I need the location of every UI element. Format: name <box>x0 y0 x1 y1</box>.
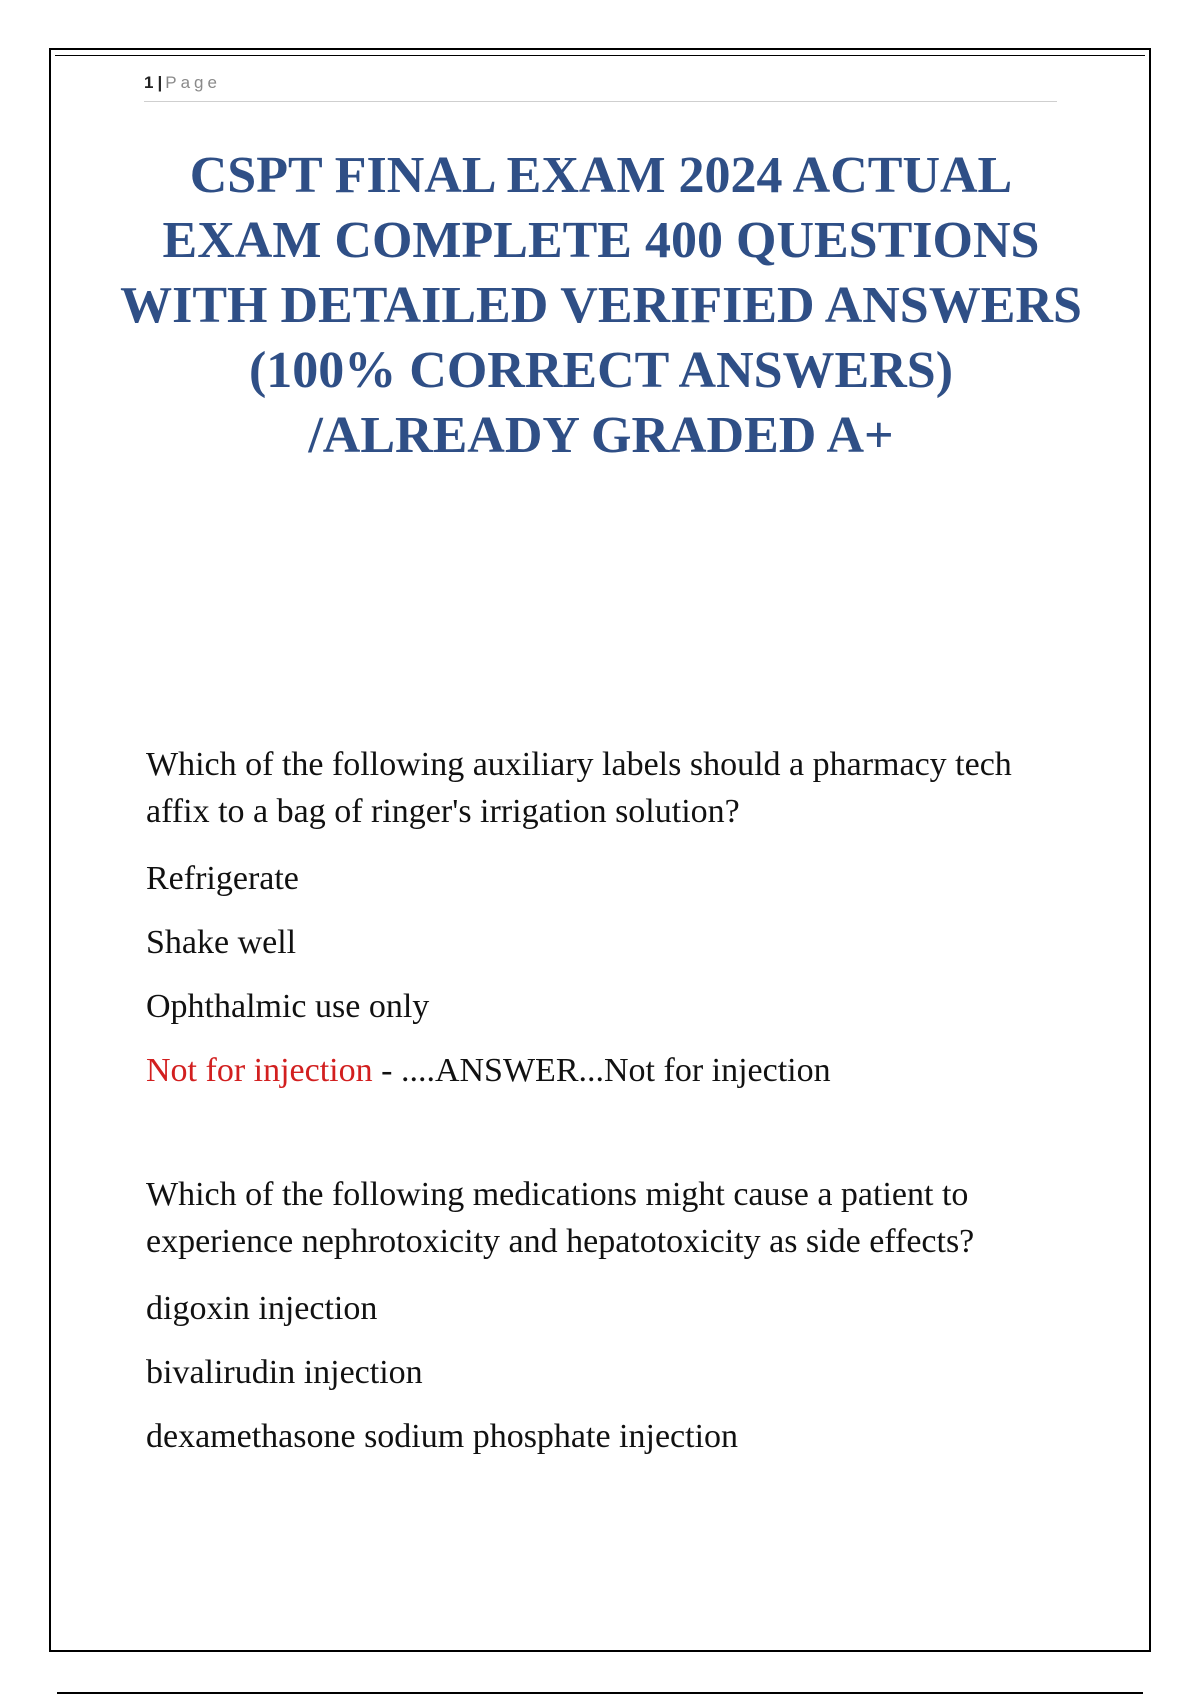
correct-answer-option: Not for injection <box>146 1052 373 1089</box>
document-title: CSPT FINAL EXAM 2024 ACTUAL EXAM COMPLETE 400 QUESTIONS WITH DETAILED VERIFIED ANSWERS (100% CORRECT ANSWERS) /ALREADY GRADED A+ <box>120 147 1082 464</box>
answer-line <box>146 1039 1066 1103</box>
answer-key: - ....ANSWER...Not for injection <box>372 1052 831 1089</box>
answer-option: Ophthalmic use only <box>146 988 430 1025</box>
page-label: Page <box>165 73 221 92</box>
question-text: Which of the following medications might cause a patient to experience nephrotoxicity and hepatotoxicity as side effects? <box>146 1176 975 1260</box>
question-text: Which of the following auxiliary labels should a pharmacy tech affix to a bag of ringer's irrigation solution? <box>146 746 1012 830</box>
page-number: 1 <box>144 73 154 92</box>
answer-option: bivalirudin injection <box>146 1354 423 1391</box>
answer-option: dexamethasone sodium phosphate injection <box>146 1418 739 1455</box>
answer-option: Shake well <box>146 924 297 961</box>
next-page-edge <box>57 1692 1143 1694</box>
question-block <box>146 741 1066 1103</box>
answer-option: digoxin injection <box>146 1290 378 1327</box>
question-block <box>146 1171 1066 1469</box>
page-separator: | <box>157 73 163 92</box>
page-header <box>144 72 1057 102</box>
answer-option: Refrigerate <box>146 860 299 897</box>
